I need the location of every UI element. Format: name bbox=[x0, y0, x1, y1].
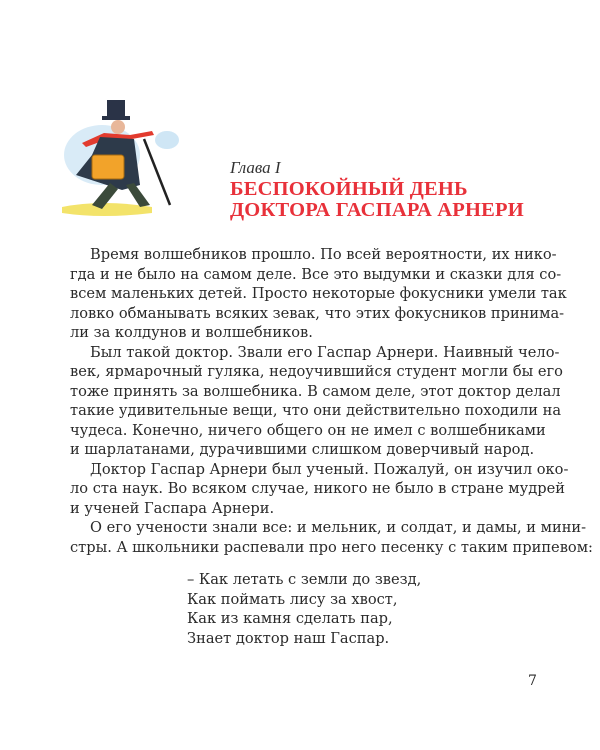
text-line: век, ярмарочный гуляка, недоучившийся студент могли бы его bbox=[70, 363, 563, 380]
body-text bbox=[70, 245, 593, 557]
chapter-illustration bbox=[62, 95, 202, 220]
page-number: 7 bbox=[528, 673, 537, 689]
poem-line: Как из камня сделать пар, bbox=[187, 610, 393, 627]
poem bbox=[187, 570, 421, 648]
text-line: гда и не было на самом деле. Все это выдумки и сказки для со- bbox=[70, 265, 562, 283]
chapter-title-line: ДОКТОРА ГАСПАРА АРНЕРИ bbox=[230, 199, 524, 221]
text-line: чудеса. Конечно, ничего общего он не имел с волшебниками bbox=[70, 421, 546, 439]
chapter-label: Глава I bbox=[230, 158, 281, 177]
paragraph bbox=[70, 245, 567, 343]
poem-line: Как поймать лису за хвост, bbox=[187, 590, 398, 608]
paragraph bbox=[70, 343, 563, 460]
poem-line: Знает доктор наш Гаспар. bbox=[187, 629, 390, 647]
poem-line: – Как летать с земли до звезд, bbox=[187, 571, 422, 588]
text-line: О его учености знали все: и мельник, и солдат, и дамы, и мини- bbox=[90, 519, 587, 536]
text-line: ловко обманывать всяких зевак, что этих фокусников принима- bbox=[70, 304, 565, 322]
text-line: тоже принять за волшебника. В самом деле, этот доктор делал bbox=[70, 382, 561, 400]
text-line: и ученей Гаспара Арнери. bbox=[70, 499, 275, 517]
text-line: и шарлатанами, дурачившими слишком доверчивый народ. bbox=[70, 441, 535, 458]
paragraph bbox=[70, 460, 569, 519]
chapter-title-line: БЕСПОКОЙНЫЙ ДЕНЬ bbox=[230, 178, 468, 200]
text-line: Доктор Гаспар Арнери был ученый. Пожалуй, он изучил око- bbox=[90, 460, 569, 478]
text-line: ли за колдунов и волшебников. bbox=[70, 324, 313, 341]
chapter-title bbox=[230, 179, 524, 221]
text-line: Был такой доктор. Звали его Гаспар Арнери. Наивный чело- bbox=[90, 343, 560, 361]
text-line: стры. А школьники распевали про него песенку с таким припевом: bbox=[70, 538, 593, 556]
text-line: ло ста наук. Во всяком случае, никого не было в стране мудрей bbox=[70, 480, 565, 497]
text-line: такие удивительные вещи, что они действительно походили на bbox=[70, 402, 562, 419]
text-line: Время волшебников прошло. По всей вероятности, их нико- bbox=[90, 246, 557, 263]
text-line: всем маленьких детей. Просто некоторые фокусники умели так bbox=[70, 285, 567, 302]
paragraph bbox=[70, 518, 593, 557]
